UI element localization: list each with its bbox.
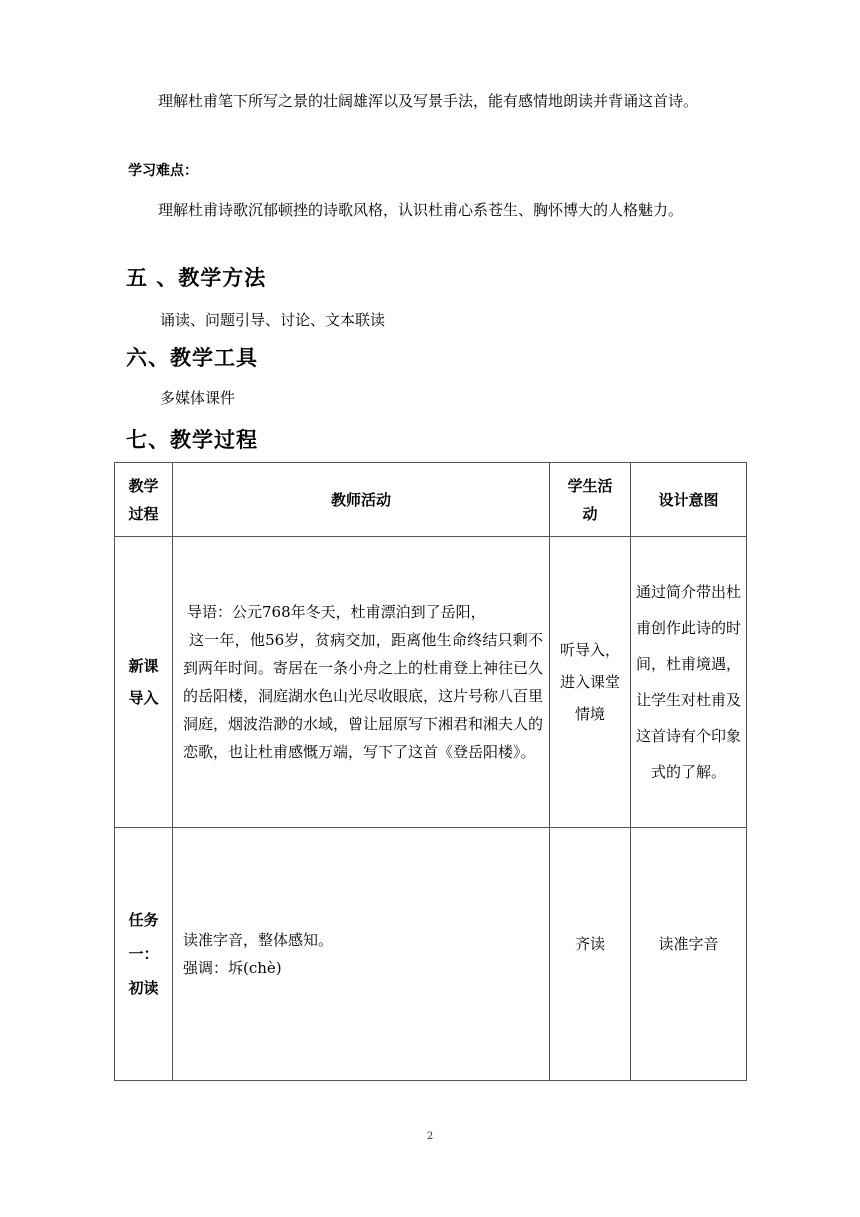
row-student-activity: 听导入，进入课堂情境 (550, 537, 631, 828)
row-stage: 任务一：初读 (115, 828, 173, 1081)
difficulty-text: 理解杜甫诗歌沉郁顿挫的诗歌风格，认识杜甫心系苍生、胸怀博大的人格魅力。 (158, 201, 684, 219)
teaching-process-table (114, 462, 747, 1081)
row-design-intent: 读准字音 (631, 828, 747, 1081)
table-row (115, 828, 747, 1081)
row-student-activity: 齐读 (550, 828, 631, 1081)
row-teacher-activity: 导语：公元768年冬天，杜甫漂泊到了岳阳， 这一年，他56岁，贫病交加，距离他生命终结只剩不到两年时间。寄居在一条小舟之上的杜甫登上神往已久的岳阳楼，洞庭湖水色山光尽收眼底，这片号称八百里洞庭，烟波浩渺的水域，曾让屈原写下湘君和湘夫人的恋歌，也让杜甫感慨万端，写下了这首《登岳阳楼》。 (173, 537, 550, 828)
table-header-row (115, 463, 747, 537)
page-number: 2 (426, 1131, 434, 1142)
table-row (115, 537, 747, 828)
learning-focus-text: 理解杜甫笔下所写之景的壮阔雄浑以及写景手法，能有感情地朗读并背诵这首诗。 (158, 92, 699, 110)
row-stage: 新课导入 (115, 537, 173, 828)
tools-text: 多媒体课件 (160, 389, 236, 407)
section-methods-title: 五 、教学方法 (126, 266, 267, 290)
row-design-intent: 通过简介带出杜甫创作此诗的时间，杜甫境遇，让学生对杜甫及这首诗有个印象式的了解。 (631, 537, 747, 828)
header-design: 设计意图 (631, 463, 747, 537)
header-stage: 教学过程 (115, 463, 173, 537)
row-teacher-activity: 读准字音，整体感知。 强调：坼(chè) (173, 828, 550, 1081)
methods-text: 诵读、问题引导、讨论、文本联读 (160, 311, 386, 329)
header-student: 学生活动 (550, 463, 631, 537)
section-tools-title: 六、教学工具 (126, 346, 258, 370)
section-process-title: 七、教学过程 (126, 428, 258, 452)
header-teacher: 教师活动 (173, 463, 550, 537)
difficulty-label: 学习难点： (128, 163, 198, 179)
